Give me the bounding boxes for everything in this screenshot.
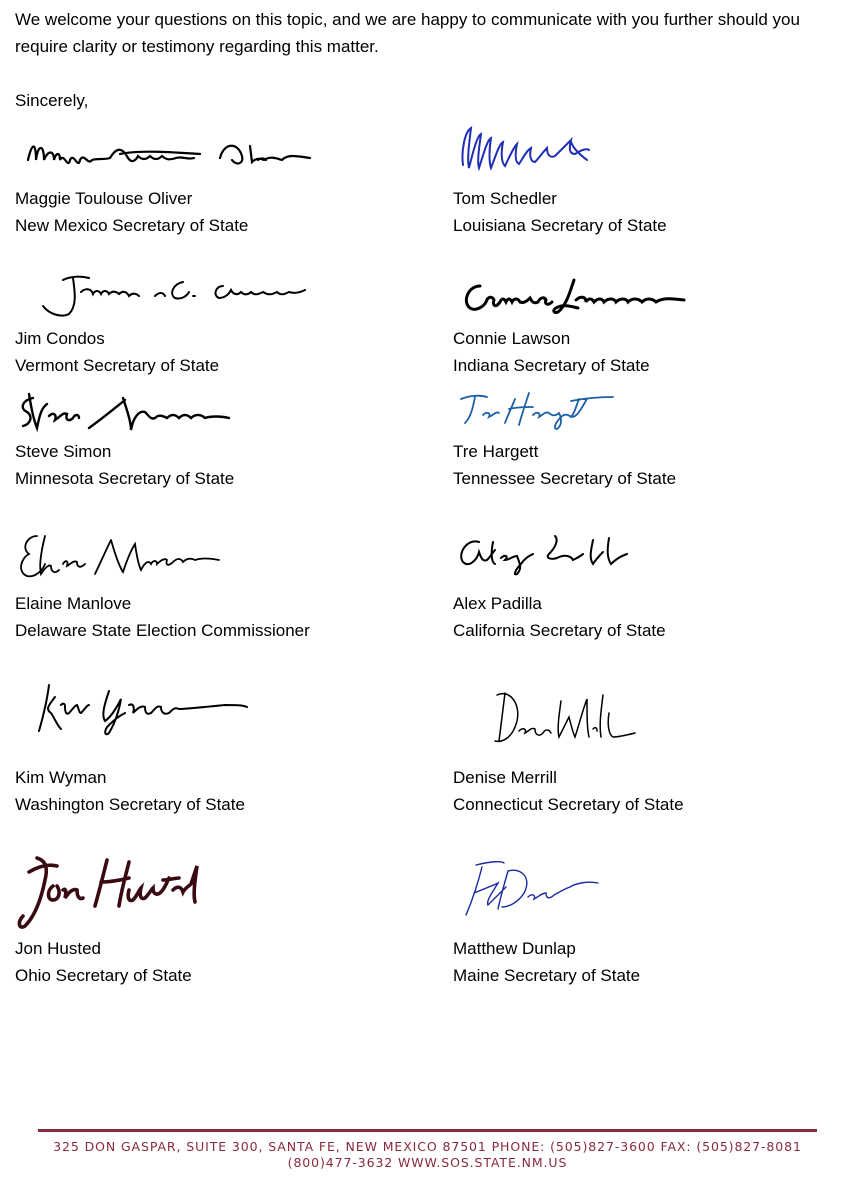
signature-image <box>15 388 245 438</box>
signature-image <box>25 675 255 740</box>
signature-image <box>20 130 320 180</box>
signature-image <box>458 853 608 923</box>
signatory-title: Maine Secretary of State <box>453 966 641 985</box>
signatory-title: Connecticut Secretary of State <box>453 795 684 814</box>
signatory-name: Jim Condos <box>15 329 105 348</box>
signature-image <box>491 685 641 750</box>
signatory-name: Kim Wyman <box>15 768 107 787</box>
signatory-name: Elaine Manlove <box>15 594 132 613</box>
signatory-name: Maggie Toulouse Oliver <box>15 189 193 208</box>
signatory-title: Minnesota Secretary of State <box>15 469 235 488</box>
signature-image <box>15 530 235 585</box>
signatory-title: Delaware State Election Commissioner <box>15 621 310 640</box>
signature-image <box>458 272 698 322</box>
signatory-name: Steve Simon <box>15 442 112 461</box>
footer-contact-line: (800)477-3632 WWW.SOS.STATE.NM.US <box>287 1155 568 1170</box>
signatory-title: Louisiana Secretary of State <box>453 216 667 235</box>
signature-image <box>455 528 645 578</box>
signatory-title: Washington Secretary of State <box>15 795 245 814</box>
signature-image <box>33 270 313 320</box>
signatory-name: Connie Lawson <box>453 329 571 348</box>
signatory-name: Jon Husted <box>15 939 101 958</box>
signatory-name: Matthew Dunlap <box>453 939 576 958</box>
signature-image <box>453 120 613 180</box>
signatory-title: Ohio Secretary of State <box>15 966 192 985</box>
closing-salutation: Sincerely, <box>15 91 89 110</box>
signatory-title: Tennessee Secretary of State <box>453 469 677 488</box>
footer-address <box>38 1139 817 1171</box>
signatory-name: Alex Padilla <box>453 594 542 613</box>
signature-image <box>453 385 633 435</box>
signatory-name: Tre Hargett <box>453 442 539 461</box>
signatory-title: California Secretary of State <box>453 621 666 640</box>
signatory-title: New Mexico Secretary of State <box>15 216 249 235</box>
footer-address-line: 325 DON GASPAR, SUITE 300, SANTA FE, NEW MEXICO 87501 PHONE: (505)827-3600 FAX: (505)827-8081 <box>53 1139 802 1154</box>
signatory-name: Denise Merrill <box>453 768 557 787</box>
closing-paragraph: We welcome your questions on this topic, and we are happy to communicate with you further should you require clarity or testimony regarding this matter. <box>15 10 800 56</box>
signatory-name: Tom Schedler <box>453 189 557 208</box>
signature-image <box>17 850 207 935</box>
footer-rule <box>38 1129 817 1132</box>
signatory-title: Vermont Secretary of State <box>15 356 220 375</box>
signatory-title: Indiana Secretary of State <box>453 356 650 375</box>
